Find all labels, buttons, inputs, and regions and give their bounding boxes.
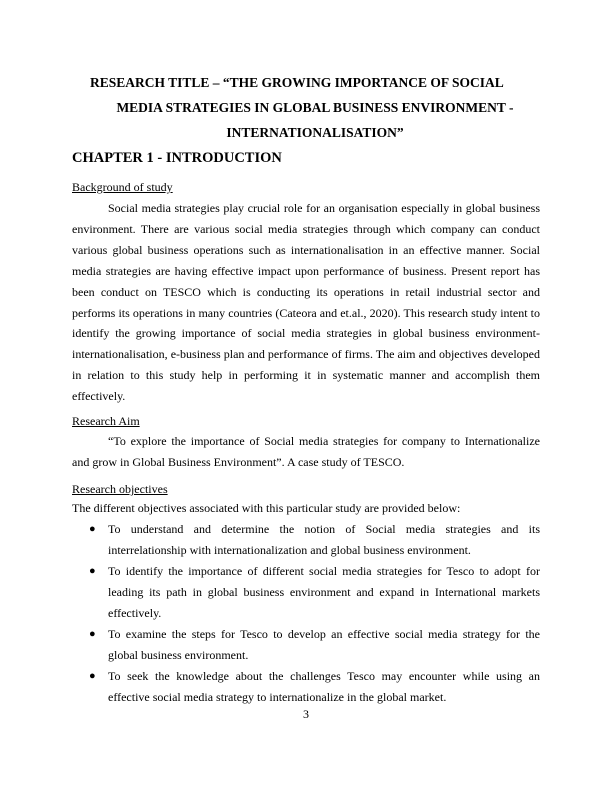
page-number: 3 — [303, 707, 309, 721]
list-item — [72, 519, 540, 561]
background-paragraph: Social media strategies play crucial role for an organisation especially in global business environment. There are various social media strategies through which company can conduct various global business operations such as internationalisation in an effective manner. Social media strategies are having effective impact upon performance of business. Present report has been conduct on TESCO which is conducting its operations in retail industrial sector and performs its operations in many countries (Cateora and et.al., 2020). This research study intent to identify the growing importance of social media strategies in global business environment-internationalisation, e-business plan and performance of firms. The aim and objectives developed in relation to this study help in performing it in systematic manner and accomplish them effectively. — [72, 201, 540, 404]
list-item — [72, 561, 540, 624]
research-aim-heading: Research Aim — [72, 414, 140, 428]
list-item — [72, 624, 540, 666]
objective-text: To identify the importance of different social media strategies for Tesco to adopt for leading its path in global business environment and expand in International markets effectively. — [108, 564, 540, 620]
objectives-list — [72, 519, 540, 708]
objective-text: To seek the knowledge about the challenges Tesco may encounter while using an effective social media strategy to internationalize in the global market. — [108, 669, 540, 704]
research-title — [72, 70, 540, 145]
bullet-icon: ● — [89, 523, 96, 535]
title-line-2: MEDIA STRATEGIES IN GLOBAL BUSINESS ENVIRONMENT - — [116, 100, 514, 115]
title-line-3: INTERNATIONALISATION” — [226, 125, 404, 140]
research-objectives-heading: Research objectives — [72, 482, 168, 496]
title-line-1: RESEARCH TITLE – “THE GROWING IMPORTANCE OF SOCIAL — [90, 75, 504, 90]
bullet-icon: ● — [89, 565, 96, 577]
objectives-intro: The different objectives associated with this particular study are provided below: — [72, 501, 461, 515]
list-item — [72, 666, 540, 708]
objective-text: To examine the steps for Tesco to develop an effective social media strategy for the global business environment. — [108, 627, 540, 662]
bullet-icon: ● — [89, 628, 96, 640]
research-aim-paragraph: “To explore the importance of Social media strategies for company to Internationalize and grow in Global Business Environment”. A case study of TESCO. — [72, 434, 540, 469]
chapter-heading: CHAPTER 1 - INTRODUCTION — [72, 150, 282, 166]
objective-text: To understand and determine the notion of Social media strategies and its interrelationship with internationalization and global business environment. — [108, 522, 540, 557]
background-heading: Background of study — [72, 180, 173, 194]
bullet-icon: ● — [89, 670, 96, 682]
